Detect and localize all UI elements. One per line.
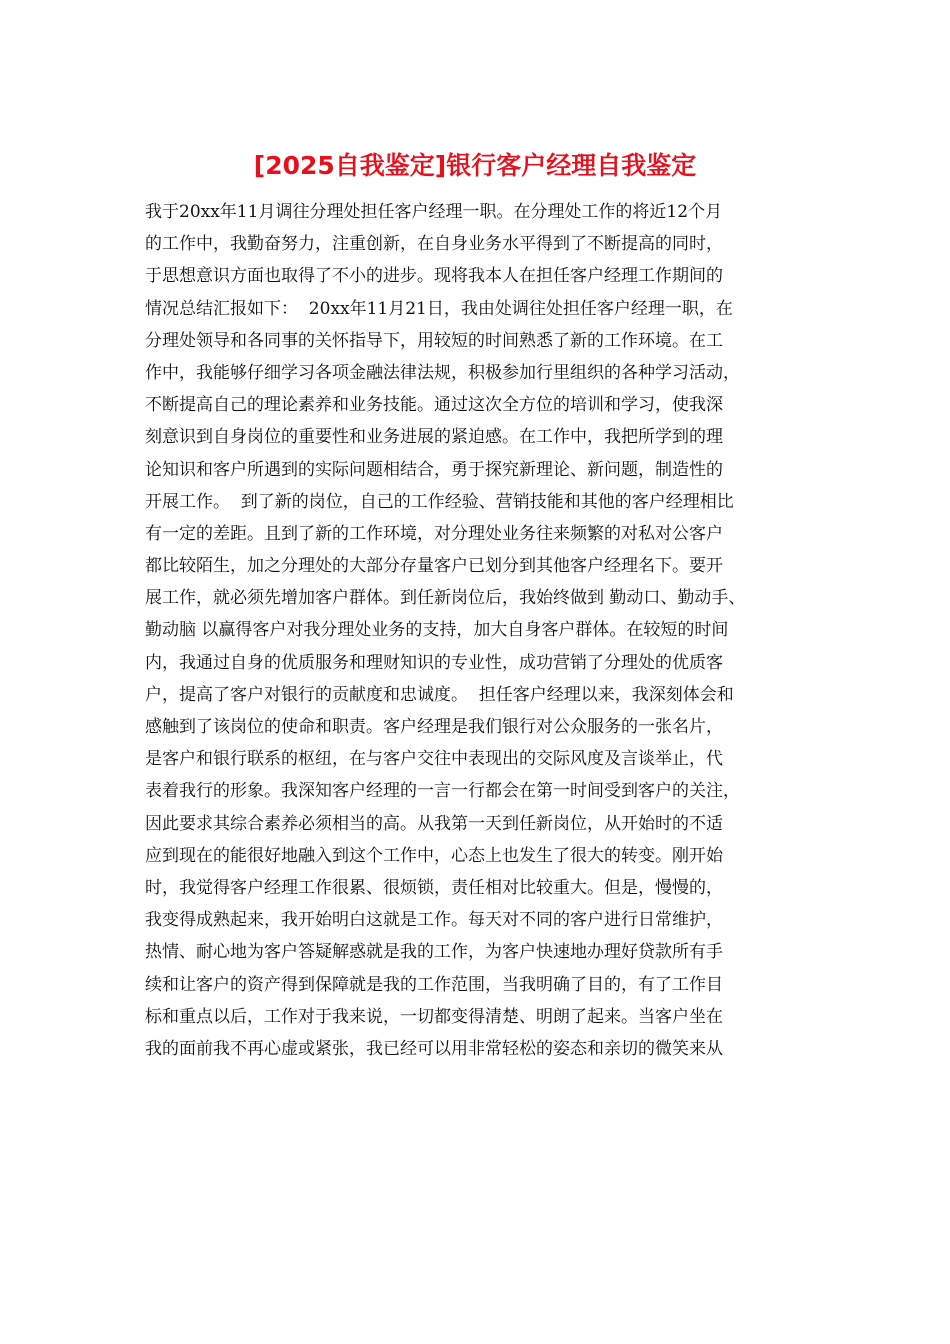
body-line-20: 因此要求其综合素养必须相当的高。从我第一天到任新岗位，从开始时的不适 [145, 813, 723, 834]
body-line-16: 户，提高了客户对银行的贡献度和忠诚度。 担任客户经理以来，我深刻体会和 [145, 684, 734, 705]
document-title: [2025自我鉴定]银行客户经理自我鉴定 [253, 151, 697, 180]
body-line-27: 我的面前我不再心虚或紧张，我已经可以用非常轻松的姿态和亲切的微笑来从 [145, 1038, 723, 1059]
body-line-18: 是客户和银行联系的枢纽，在与客户交往中表现出的交际风度及言谈举止，代 [145, 749, 723, 770]
body-line-26: 标和重点以后，工作对于我来说，一切都变得清楚、明朗了起来。当客户坐在 [145, 1006, 723, 1027]
body-line-24: 热情、耐心地为客户答疑解惑就是我的工作，为客户快速地办理好贷款所有手 [145, 942, 723, 963]
body-line-1: 我于20xx年11月调往分理处担任客户经理一职。在分理处工作的将近12个月 [145, 202, 723, 222]
body-line-13: 展工作，就必须先增加客户群体。到任新岗位后，我始终做到 勤动口、勤动手、 [145, 588, 746, 609]
body-line-6: 作中，我能够仔细学习各项金融法律法规，积极参加行里组织的各种学习活动， [145, 362, 740, 383]
body-line-9: 论知识和客户所遇到的实际问题相结合，勇于探究新理论、新问题，制造性的 [145, 459, 723, 480]
document-body [145, 196, 825, 1065]
body-line-10: 开展工作。 到了新的岗位，自己的工作经验、营销技能和其他的客户经理相比 [145, 491, 734, 512]
body-line-19: 表着我行的形象。我深知客户经理的一言一行都会在第一时间受到客户的关注， [145, 781, 740, 802]
body-line-8: 刻意识到自身岗位的重要性和业务进展的紧迫感。在工作中，我把所学到的理 [145, 427, 723, 448]
body-line-12: 都比较陌生，加之分理处的大部分存量客户已划分到其他客户经理名下。要开 [145, 556, 723, 577]
body-line-11: 有一定的差距。且到了新的工作环境，对分理处业务往来频繁的对私对公客户 [145, 523, 723, 544]
body-line-3: 于思想意识方面也取得了不小的进步。现将我本人在担任客户经理工作期间的 [145, 266, 723, 287]
body-line-15: 内，我通过自身的优质服务和理财知识的专业性，成功营销了分理处的优质客 [145, 652, 723, 673]
body-line-2: 的工作中，我勤奋努力，注重创新，在自身业务水平得到了不断提高的同时， [145, 234, 723, 255]
body-line-22: 时，我觉得客户经理工作很累、很烦锁，责任相对比较重大。但是，慢慢的， [145, 877, 723, 898]
body-line-5: 分理处领导和各同事的关怀指导下，用较短的时间熟悉了新的工作环境。在工 [145, 330, 723, 351]
body-line-23: 我变得成熟起来，我开始明白这就是工作。每天对不同的客户进行日常维护， [145, 910, 723, 931]
body-line-4: 情况总结汇报如下： 20xx年11月21日，我由处调往处担任客户经理一职，在 [145, 298, 733, 319]
body-line-25: 续和让客户的资产得到保障就是我的工作范围，当我明确了目的，有了工作目 [145, 974, 723, 995]
body-line-17: 感触到了该岗位的使命和职责。客户经理是我们银行对公众服务的一张名片， [145, 717, 723, 737]
body-line-7: 不断提高自己的理论素养和业务技能。通过这次全方位的培训和学习，使我深 [145, 395, 723, 416]
body-line-21: 应到现在的能很好地融入到这个工作中，心态上也发生了很大的转变。刚开始 [145, 845, 723, 866]
body-line-14: 勤动脑 以赢得客户对我分理处业务的支持，加大自身客户群体。在较短的时间 [145, 620, 729, 641]
